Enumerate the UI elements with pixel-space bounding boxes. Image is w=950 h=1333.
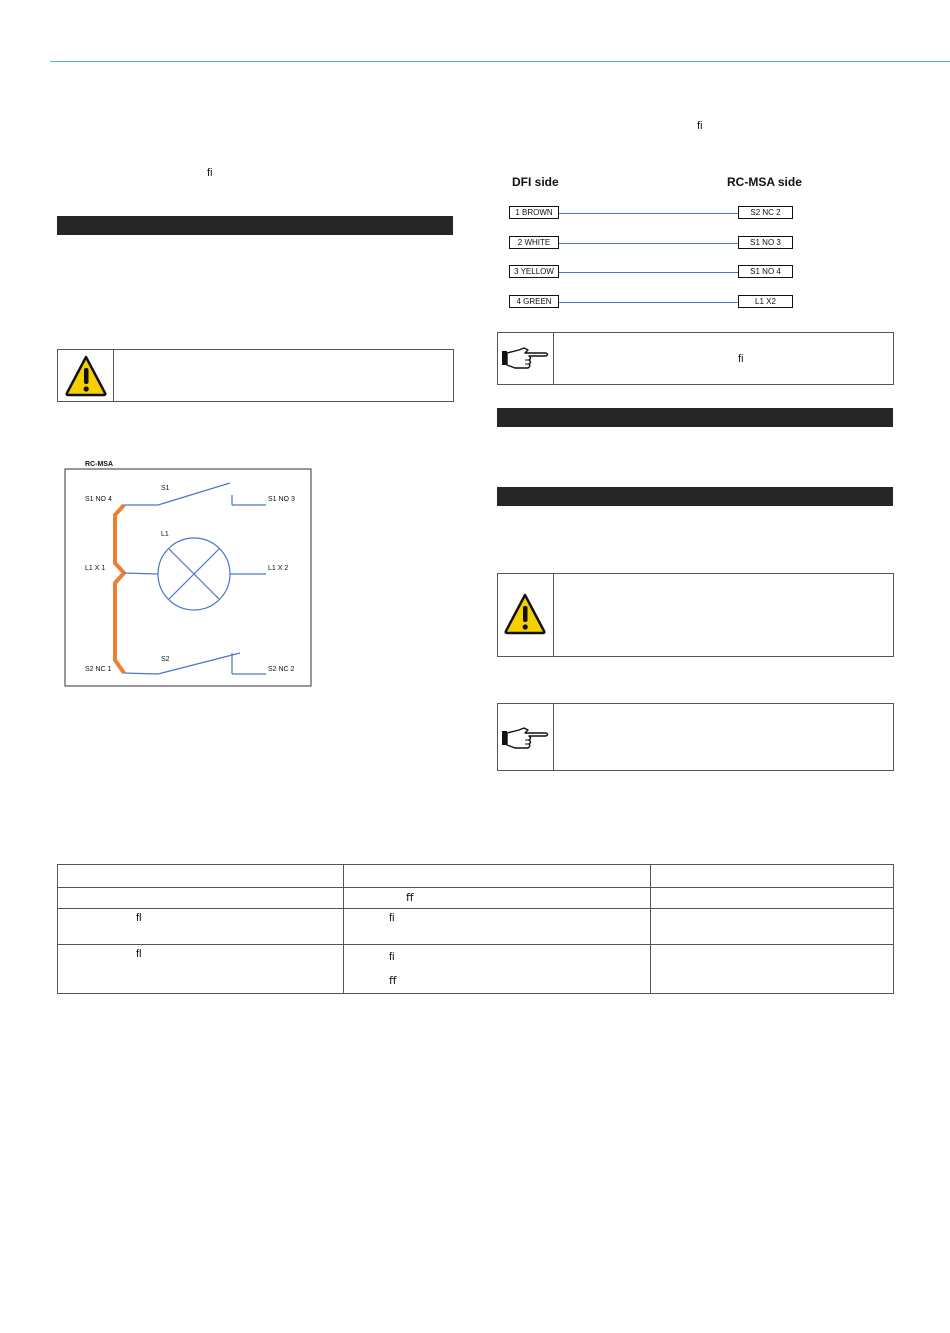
table-cell	[651, 909, 894, 945]
table-row	[58, 865, 894, 888]
rcmsa-side-header: RC-MSA side	[727, 175, 802, 189]
right-section-bar-2	[497, 487, 893, 506]
wire-1	[559, 213, 738, 214]
pointing-hand-icon	[501, 725, 551, 753]
label-l1-x2: L1 X 2	[268, 565, 289, 572]
label-l1: L1	[161, 531, 169, 538]
table-cell: ﬀ	[344, 888, 651, 909]
l1-left-wire	[124, 573, 158, 574]
wire-3	[559, 272, 738, 273]
left-warning-box	[57, 349, 454, 402]
table-cell	[58, 888, 344, 909]
table-cell: ﬂ	[58, 909, 344, 945]
table-row	[58, 888, 894, 909]
dfi-pin-2: 2 WHITE	[509, 236, 559, 249]
wire-4	[559, 302, 738, 303]
table-cell	[58, 865, 344, 888]
bridge-wire	[115, 505, 124, 673]
label-s2-nc1: S2 NC 1	[85, 666, 112, 673]
label-s2: S2	[161, 656, 170, 663]
warning-triangle-icon	[64, 354, 108, 398]
table-cell: ﬂ	[58, 945, 344, 994]
table-cell	[344, 865, 651, 888]
label-s1-no3: S1 NO 3	[268, 496, 295, 503]
rc-msa-wiring-diagram	[60, 455, 320, 695]
right-section-bar-1	[497, 408, 893, 427]
dfi-side-header: DFI side	[512, 175, 559, 189]
dfi-pin-4: 4 GREEN	[509, 295, 559, 308]
rcmsa-pin-2: S1 NO 3	[738, 236, 793, 249]
right-warning-icon-cell	[498, 574, 554, 656]
table-cell	[651, 865, 894, 888]
label-s1: S1	[161, 485, 170, 492]
label-l1-x1: L1 X 1	[85, 565, 106, 572]
pointing-hand-icon	[501, 345, 551, 373]
header-rule	[50, 61, 950, 62]
table-row	[58, 909, 894, 945]
label-s1-no4: S1 NO 4	[85, 496, 112, 503]
diagram-title: RC-MSA	[85, 461, 113, 468]
right-note-box-1	[497, 332, 894, 385]
table-cell	[651, 945, 894, 994]
spec-table	[57, 864, 894, 994]
s2-switch-blade	[158, 653, 240, 674]
right-note-box-2	[497, 703, 894, 771]
dfi-pin-3: 3 YELLOW	[509, 265, 559, 278]
left-ligature-fi: ﬁ	[207, 167, 213, 179]
rcmsa-pin-4: L1 X2	[738, 295, 793, 308]
table-cell	[651, 888, 894, 909]
left-section-bar	[57, 216, 453, 235]
rcmsa-pin-1: S2 NC 2	[738, 206, 793, 219]
table-row	[58, 945, 894, 994]
note-1-text: ﬁ	[738, 353, 744, 365]
table-cell: ﬁ ﬀ	[344, 945, 651, 994]
warning-triangle-icon	[503, 592, 547, 636]
label-s2-nc2: S2 NC 2	[268, 666, 295, 673]
right-warning-box	[497, 573, 894, 657]
left-warning-icon-cell	[58, 350, 114, 401]
right-ligature-fi: ﬁ	[697, 120, 703, 132]
rcmsa-pin-3: S1 NO 4	[738, 265, 793, 278]
wire-2	[559, 243, 738, 244]
s2-left-wire	[124, 673, 158, 674]
note-2-icon-cell	[498, 704, 554, 770]
dfi-pin-1: 1 BROWN	[509, 206, 559, 219]
table-cell: ﬁ	[344, 909, 651, 945]
note-1-icon-cell	[498, 333, 554, 384]
